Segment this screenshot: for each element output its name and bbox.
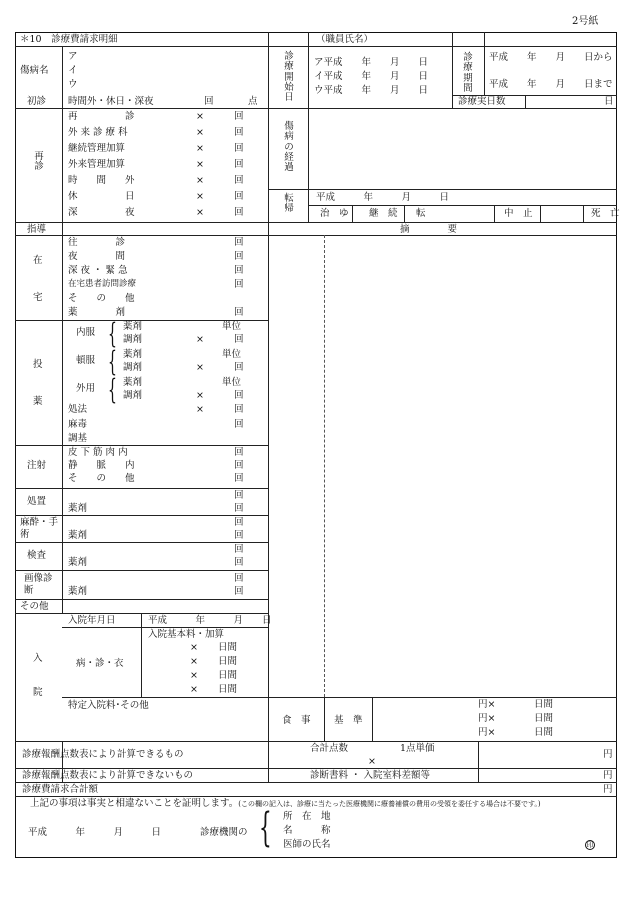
med-dose-unit: 単位 xyxy=(222,321,242,332)
revisit-row-label: 時 間 外 xyxy=(68,175,135,186)
home-row-unit: 回 xyxy=(234,279,244,290)
outcome-cured[interactable]: 治 ゆ xyxy=(320,208,349,219)
revisit-row-times: × xyxy=(196,143,204,154)
revisit-row-times: × xyxy=(196,175,204,186)
line xyxy=(540,205,541,222)
med-dispense-times: × xyxy=(196,334,204,345)
line xyxy=(478,741,479,782)
institution-name-label: 名 称 xyxy=(283,825,331,836)
home-row-label: 夜 間 xyxy=(68,251,126,262)
line xyxy=(15,108,617,109)
disease-name-label: 傷病名 xyxy=(20,65,49,76)
exam-drug-unit: 回 xyxy=(234,557,244,568)
med-drug-label: 薬剤 xyxy=(123,321,143,332)
injection-row-unit: 回 xyxy=(234,473,244,484)
period-label: 診療期間 xyxy=(463,52,473,94)
med-group-brace: { xyxy=(108,345,117,378)
revisit-row-unit: 回 xyxy=(234,207,244,218)
grand-total-label: 診療費請求合計額 xyxy=(22,784,99,795)
revisit-row-label: 継続管理加算 xyxy=(68,143,126,154)
summary-divider xyxy=(324,235,325,697)
home-row-label: そ の 他 xyxy=(68,293,135,304)
meals-standard-label: 基 準 xyxy=(334,715,363,726)
med-dispense-label: 調剤 xyxy=(123,334,143,345)
procedure-drug-unit: 回 xyxy=(234,503,244,514)
admission-times: × xyxy=(190,670,198,681)
meal-yen-times: 円× xyxy=(478,727,496,738)
documents-fee-label: 診断書料 ・ 入院室料差額等 xyxy=(310,770,431,781)
exam-drug-label: 薬剤 xyxy=(68,557,88,568)
outcome-date[interactable]: 平成 年 月 日 xyxy=(316,192,450,203)
form-title: ＊10 診療費請求明細 xyxy=(20,34,118,45)
anesthesia-label: 麻酔・手術 xyxy=(20,517,59,540)
line xyxy=(62,46,63,108)
meal-yen-times: 円× xyxy=(478,713,496,724)
line xyxy=(62,697,268,698)
disease-item-a[interactable]: ア xyxy=(68,51,78,62)
line xyxy=(15,570,268,571)
outcome-label: 転帰 xyxy=(284,193,294,215)
admission-times: × xyxy=(190,684,198,695)
line xyxy=(268,32,269,782)
total-yen-2: 円 xyxy=(603,770,613,781)
line xyxy=(62,108,63,613)
line xyxy=(15,741,617,742)
meal-yen-times: 円× xyxy=(478,699,496,710)
revisit-row-label: 深 夜 xyxy=(68,207,135,218)
home-row-label: 往 診 xyxy=(68,237,126,248)
line xyxy=(15,768,617,769)
revisit-row-unit: 回 xyxy=(234,111,244,122)
admission-date-label: 入院年月日 xyxy=(68,615,116,626)
revisit-row-times: × xyxy=(196,111,204,122)
revisit-row-times: × xyxy=(196,191,204,202)
meal-days-unit: 日間 xyxy=(534,699,554,710)
total-points-label: 合計点数 xyxy=(310,743,349,754)
period-to[interactable]: 平成 年 月 日まで xyxy=(489,79,613,90)
revisit-row-label: 外 来 診 療 科 xyxy=(68,127,128,138)
injection-row-unit: 回 xyxy=(234,447,244,458)
line xyxy=(404,205,405,222)
other-label: その他 xyxy=(20,601,49,612)
med-group-label: 外用 xyxy=(76,383,96,394)
admission-basic-fee: 入院基本料・加算 xyxy=(148,629,225,640)
line xyxy=(324,697,325,741)
med-prescription-unit: 回 xyxy=(234,404,244,415)
med-dispensing-base-label: 調基 xyxy=(68,433,88,444)
first-visit-label: 初診 xyxy=(27,96,47,107)
line xyxy=(15,599,268,600)
revisit-row-times: × xyxy=(196,159,204,170)
med-group-label: 頓服 xyxy=(76,355,96,366)
certification-text: 上記の事項は事実と相違ないことを証明します。 xyxy=(30,798,239,809)
anesthesia-unit: 回 xyxy=(234,517,244,528)
institution-label: 診療機関の xyxy=(200,827,248,838)
home-row-label: 在宅患者訪問診療 xyxy=(68,279,137,289)
form-number: 2号紙 xyxy=(572,16,599,27)
line xyxy=(268,697,617,698)
medication-label-bottom: 薬 xyxy=(33,396,43,407)
line xyxy=(268,189,617,190)
line xyxy=(308,32,309,108)
med-dispense-unit: 回 xyxy=(234,390,244,401)
home-row-unit: 回 xyxy=(234,237,244,248)
actual-days-label: 診療実日数 xyxy=(458,96,506,107)
onset-date-label: 診療開始日 xyxy=(284,51,294,103)
med-dispense-unit: 回 xyxy=(234,362,244,373)
line xyxy=(583,205,584,222)
disease-item-i[interactable]: イ xyxy=(68,65,78,76)
revisit-row-times: × xyxy=(196,207,204,218)
admission-label-bottom: 院 xyxy=(33,687,43,698)
line xyxy=(15,515,268,516)
outcome-discontinued[interactable]: 中 止 xyxy=(504,208,533,219)
procedure-drug-label: 薬剤 xyxy=(68,503,88,514)
certification-note: (この欄の記入は、診療に当たった医療機関に療養補償の費用の受領を委任する場合は不要です。) xyxy=(238,800,541,808)
imaging-drug-label: 薬剤 xyxy=(68,586,88,597)
admission-days-unit: 日間 xyxy=(218,642,238,653)
anesthesia-drug-label: 薬剤 xyxy=(68,530,88,541)
home-label-top: 在 xyxy=(33,255,43,266)
home-row-unit: 回 xyxy=(234,251,244,262)
medication-label-top: 投 xyxy=(33,359,43,370)
med-narcotic-label: 麻毒 xyxy=(68,419,88,430)
imaging-label: 画像診断 xyxy=(24,573,53,596)
first-visit-unit-ten: 点 xyxy=(248,96,258,107)
staff-name-label: （職員氏名） xyxy=(316,34,374,45)
onset-row-u[interactable]: ウ平成 年 月 日 xyxy=(314,85,429,96)
imaging-unit: 回 xyxy=(234,573,244,584)
total-times-sign: × xyxy=(368,756,376,767)
course-label: 傷病の経過 xyxy=(284,121,294,173)
exam-unit: 回 xyxy=(234,544,244,555)
injection-row-label: 静 脈 内 xyxy=(68,460,135,471)
med-prescription-label: 処法 xyxy=(68,404,88,415)
outcome-transfer[interactable]: 転 xyxy=(416,208,426,219)
med-group-label: 内服 xyxy=(76,327,96,338)
unit-price-label: 1点単価 xyxy=(400,743,435,754)
home-row-label: 深 夜 ・ 緊 急 xyxy=(68,265,128,276)
line xyxy=(308,205,617,206)
onset-row-i[interactable]: イ平成 年 月 日 xyxy=(314,71,429,82)
meal-days-unit: 日間 xyxy=(534,727,554,738)
procedure-unit: 回 xyxy=(234,490,244,501)
line xyxy=(15,488,268,489)
line xyxy=(484,32,485,95)
med-group-brace: { xyxy=(108,373,117,406)
period-from[interactable]: 平成 年 月 日から xyxy=(489,52,613,63)
revisit-row-unit: 回 xyxy=(234,175,244,186)
med-dispense-times: × xyxy=(196,390,204,401)
total-yen-1: 円 xyxy=(603,749,613,760)
line xyxy=(15,46,617,47)
injection-row-unit: 回 xyxy=(234,460,244,471)
summary-label: 摘 要 xyxy=(400,224,458,235)
first-visit-text: 時間外・休日・深夜 xyxy=(68,96,154,107)
line xyxy=(372,697,373,741)
onset-row-a[interactable]: ア平成 年 月 日 xyxy=(314,57,429,68)
med-dispense-label: 調剤 xyxy=(123,390,143,401)
institution-address-label: 所 在 地 xyxy=(283,811,331,822)
admission-ward-label: 病・診・衣 xyxy=(76,658,124,669)
line xyxy=(15,445,268,446)
line xyxy=(15,542,268,543)
revisit-row-unit: 回 xyxy=(234,127,244,138)
anesthesia-drug-unit: 回 xyxy=(234,530,244,541)
home-row-unit: 回 xyxy=(234,265,244,276)
injection-row-label: 皮 下 筋 肉 内 xyxy=(68,447,128,458)
line xyxy=(525,95,526,108)
line xyxy=(15,782,617,783)
disease-item-u[interactable]: ウ xyxy=(68,79,78,90)
admission-days-unit: 日間 xyxy=(218,684,238,695)
line xyxy=(15,235,617,236)
meals-label: 食 事 xyxy=(282,715,311,726)
outcome-continuing[interactable]: 継 続 xyxy=(369,208,398,219)
line xyxy=(308,108,309,222)
revisit-row-unit: 回 xyxy=(234,191,244,202)
line xyxy=(62,627,268,628)
revisit-row-label: 外来管理加算 xyxy=(68,159,126,170)
seal-mark: 印 xyxy=(586,841,594,849)
total-yen-3: 円 xyxy=(603,784,613,795)
med-dose-unit: 単位 xyxy=(222,377,242,388)
admission-days-unit: 日間 xyxy=(218,656,238,667)
med-narcotic-unit: 回 xyxy=(234,419,244,430)
revisit-row-label: 再 診 xyxy=(68,111,135,122)
institution-brace: { xyxy=(259,805,272,851)
line xyxy=(15,222,617,223)
calc-with-table-label: 診療報酬点数表により計算できるもの xyxy=(22,749,184,760)
meal-days-unit: 日間 xyxy=(534,713,554,724)
line xyxy=(494,205,495,222)
admission-label-top: 入 xyxy=(33,653,43,664)
first-visit-unit-kai: 回 xyxy=(204,96,214,107)
imaging-drug-unit: 回 xyxy=(234,586,244,597)
calc-without-table-label: 診療報酬点数表により計算できないもの xyxy=(22,770,194,781)
admission-date-value[interactable]: 平成 年 月 日 xyxy=(148,615,272,626)
med-dispense-unit: 回 xyxy=(234,334,244,345)
admission-days-unit: 日間 xyxy=(218,670,238,681)
certification-date[interactable]: 平成 年 月 日 xyxy=(28,827,162,838)
home-label-bottom: 宅 xyxy=(33,292,43,303)
revisit-row-unit: 回 xyxy=(234,159,244,170)
doctor-name-label: 医師の氏名 xyxy=(283,839,331,850)
injection-row-label: そ の 他 xyxy=(68,473,135,484)
certification-statement xyxy=(30,799,541,809)
home-row-label: 薬 剤 xyxy=(68,307,126,318)
exam-label: 検査 xyxy=(27,550,47,561)
med-dispense-label: 調剤 xyxy=(123,362,143,373)
line xyxy=(141,613,142,697)
actual-days-unit: 日 xyxy=(604,96,614,107)
line xyxy=(452,32,453,108)
med-prescription-times: × xyxy=(196,404,204,415)
home-row-unit: 回 xyxy=(234,307,244,318)
injection-label: 注射 xyxy=(27,460,47,471)
med-group-brace: { xyxy=(108,317,117,350)
guidance-label: 指導 xyxy=(27,224,47,235)
admission-times: × xyxy=(190,642,198,653)
revisit-label: 再診 xyxy=(34,151,44,173)
revisit-row-label: 休 日 xyxy=(68,191,135,202)
med-dispense-times: × xyxy=(196,362,204,373)
admission-special: 特定入院料･その他 xyxy=(68,700,149,711)
line xyxy=(352,205,353,222)
med-drug-label: 薬剤 xyxy=(123,349,143,360)
revisit-row-times: × xyxy=(196,127,204,138)
med-dose-unit: 単位 xyxy=(222,349,242,360)
revisit-row-unit: 回 xyxy=(234,143,244,154)
line xyxy=(15,796,617,797)
med-drug-label: 薬剤 xyxy=(123,377,143,388)
outcome-death[interactable]: 死 亡 xyxy=(591,208,620,219)
procedure-label: 処置 xyxy=(27,496,47,507)
admission-times: × xyxy=(190,656,198,667)
